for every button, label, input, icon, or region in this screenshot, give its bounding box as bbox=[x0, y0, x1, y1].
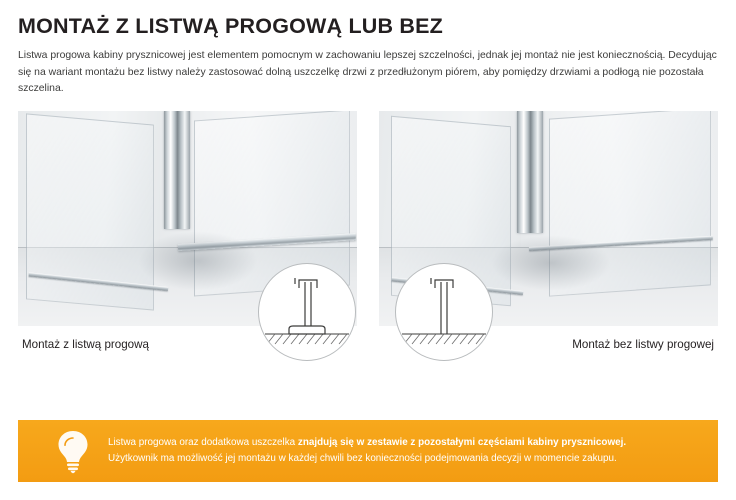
corner-shadow bbox=[138, 231, 258, 291]
caption-with-threshold: Montaż z listwą progową bbox=[22, 338, 149, 352]
detail-circle-without-threshold bbox=[395, 263, 493, 361]
corner-shadow bbox=[491, 235, 611, 291]
note-line2: Użytkownik ma możliwość jej montażu w każdej chwili bez konieczności podejmowania decyzji w momencie zakupu. bbox=[108, 453, 617, 464]
captions-row bbox=[18, 338, 718, 356]
threshold-profile-detail-icon bbox=[259, 264, 355, 360]
note-line1-strong: znajdują się w zestawie z pozostałymi częściami kabiny prysznicowej. bbox=[297, 436, 627, 448]
panels-row bbox=[18, 111, 718, 326]
intro-paragraph: Listwa progowa kabiny prysznicowej jest elementem pomocnym w zachowaniu lepszej szczelności, jednak jej montaż nie jest koniecznością. Decydując się na wariant montażu bez listwy należy zastosować dolną uszczelkę drzwi z przedłużonym piórem, aby pomiędzy drzwiami a podłogą nie pozostała szczelina. bbox=[18, 49, 717, 95]
page-title: MONTAŻ Z LISTWĄ PROGOWĄ LUB BEZ bbox=[18, 14, 443, 38]
no-threshold-profile-detail-icon bbox=[396, 264, 492, 360]
vertical-chrome-profile bbox=[164, 111, 190, 229]
vertical-chrome-profile bbox=[517, 111, 543, 233]
detail-circle-with-threshold bbox=[258, 263, 356, 361]
note-text bbox=[108, 435, 626, 467]
note-line1-prefix: Listwa progowa oraz dodatkowa uszczelka bbox=[108, 436, 298, 448]
info-note-banner bbox=[18, 420, 718, 482]
caption-without-threshold: Montaż bez listwy progowej bbox=[572, 338, 714, 352]
lightbulb-icon bbox=[52, 427, 94, 475]
